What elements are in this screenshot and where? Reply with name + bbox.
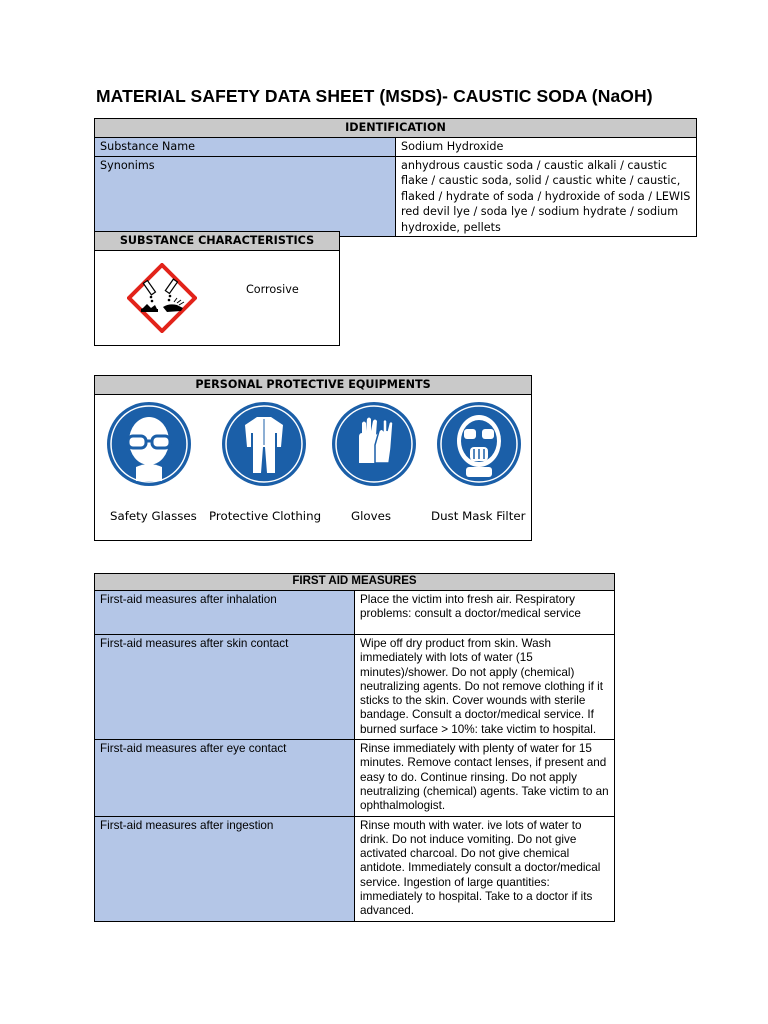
corrosive-label: Corrosive [246,283,299,296]
first-aid-inhalation-value: Place the victim into fresh air. Respiratory problems: consult a doctor/medical service [355,591,615,635]
table-row [95,635,615,740]
table-row [95,740,615,816]
table-row [95,591,615,635]
ppe-label-protective-clothing: Protective Clothing [209,509,322,523]
first-aid-eye-value: Rinse immediately with plenty of water for 15 minutes. Remove contact lenses, if present and easy to do. Continue rinsing. Do not apply neutralizing (chemical) agents. Take victim to an ophthalmologist. [355,740,615,816]
substance-name-value: Sodium Hydroxide [396,138,697,157]
identification-header: IDENTIFICATION [95,119,697,138]
table-row [95,156,697,237]
first-aid-ingestion-label: First-aid measures after ingestion [95,816,355,921]
first-aid-table [94,573,615,922]
characteristics-table [94,231,340,346]
synonyms-label: Synonims [95,156,396,237]
ppe-table [94,375,532,541]
ppe-label-gloves: Gloves [351,509,392,523]
ppe-label-dust-mask: Dust Mask Filter [431,509,526,523]
protective-clothing-icon [221,401,307,487]
dust-mask-icon [436,401,522,487]
table-row [95,138,697,157]
ppe-label-safety-glasses: Safety Glasses [110,509,197,523]
corrosive-pictogram-icon [127,263,197,333]
first-aid-inhalation-label: First-aid measures after inhalation [95,591,355,635]
safety-glasses-icon [106,401,192,487]
identification-table [94,118,697,237]
substance-name-label: Substance Name [95,138,396,157]
characteristics-header: SUBSTANCE CHARACTERISTICS [95,232,340,251]
first-aid-header: FIRST AID MEASURES [95,574,615,591]
table-row [95,816,615,921]
first-aid-skin-value: Wipe off dry product from skin. Wash immediately with lots of water (15 minutes)/shower. Do not apply (chemical) neutralizing agents. Do not remove clothing if it sticks to the skin. Cover wounds with sterile bandage. Consult a doctor/medical service. If burned surface > 10%: take victim to hospital. [355,635,615,740]
synonyms-value: anhydrous caustic soda / caustic alkali / caustic flake / caustic soda, solid / caustic white / caustic, flaked / hydrate of soda / hydroxide of soda / LEWIS red devil lye / soda lye / sodium hydrate / sodium hydroxide, pellets [396,156,697,237]
ppe-header: PERSONAL PROTECTIVE EQUIPMENTS [95,376,532,395]
first-aid-ingestion-value: Rinse mouth with water. ive lots of water to drink. Do not induce vomiting. Do not give activated charcoal. Do not give chemical antidote. Immediately consult a doctor/medical service. Ingestion of large quantities: immediately to hospital. Take to a doctor if its advanced. [355,816,615,921]
page-title: MATERIAL SAFETY DATA SHEET (MSDS)- CAUSTIC SODA (NaOH) [96,86,653,106]
first-aid-eye-label: First-aid measures after eye contact [95,740,355,816]
first-aid-skin-label: First-aid measures after skin contact [95,635,355,740]
gloves-icon [331,401,417,487]
